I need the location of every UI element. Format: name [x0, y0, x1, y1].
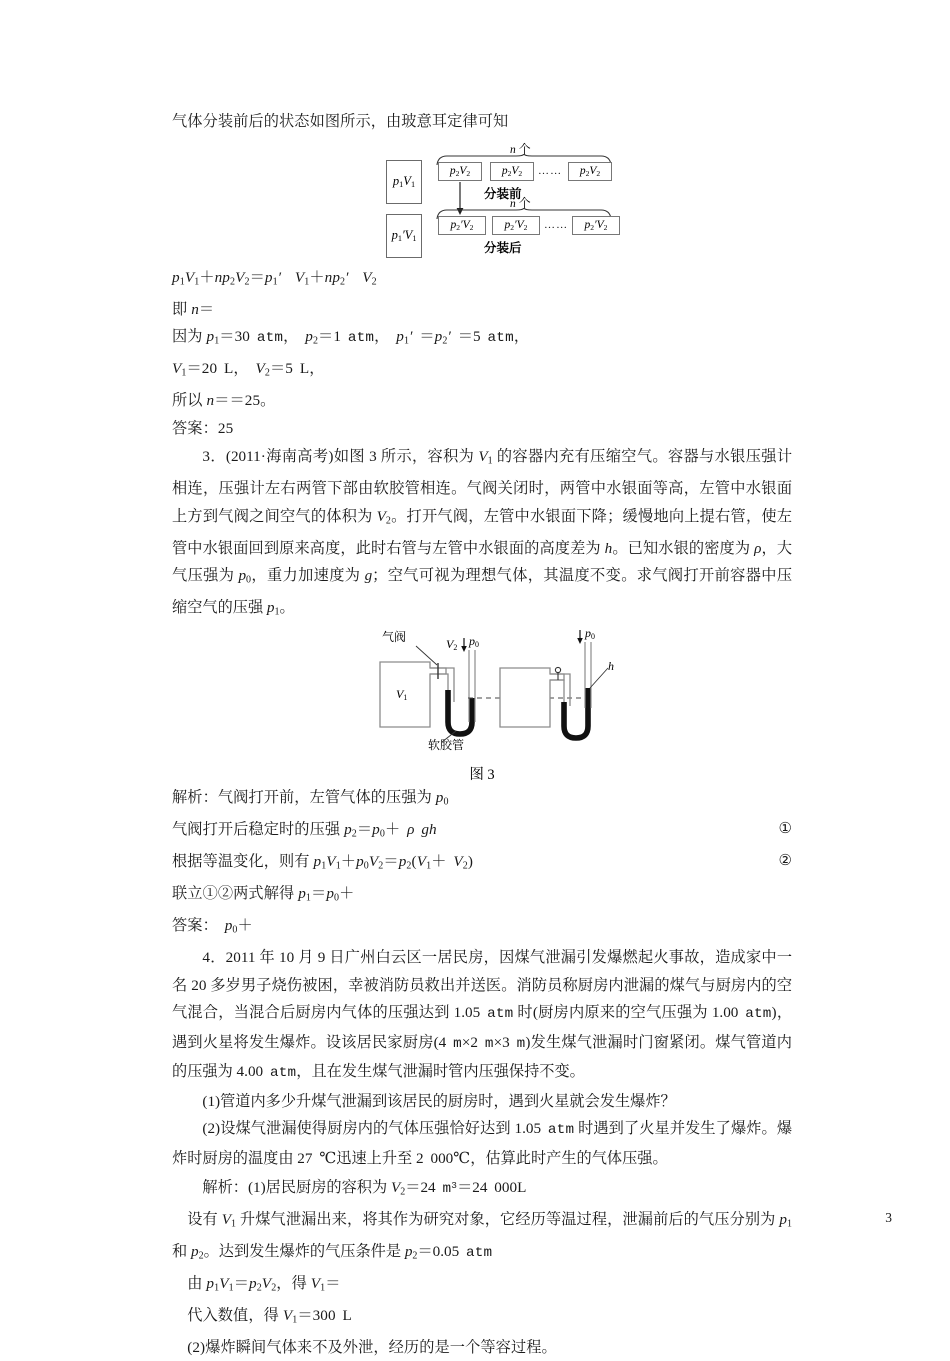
intro-text: 气体分装前后的状态如图所示，由玻意耳定律可知: [172, 113, 509, 130]
after-cell-1: [438, 216, 486, 235]
h-label: h: [608, 659, 614, 673]
p0-right-label: $p_0$: [585, 626, 595, 641]
before-cell-2: [490, 162, 534, 181]
after-left-box: [386, 214, 422, 258]
intro-line: [172, 108, 792, 136]
solution2-given-2: $V_1=20$ L， $V_2=5$ L，: [172, 360, 325, 379]
question-3-number: 3．: [202, 448, 226, 465]
solution4-line-3: 由 $p_1V_1=p_2V_2$，得 $V_1=$: [187, 1274, 341, 1294]
after-cell-1-label: $p_2'V_2$: [450, 218, 474, 232]
p0-left-label: $p_0$: [469, 634, 479, 649]
figure-3-caption: 图 3: [469, 767, 495, 783]
question-4-number: 4．: [202, 949, 226, 966]
solution2-result: 所以 n＝＝25。: [172, 392, 276, 409]
page-content: [172, 108, 792, 1361]
after-ellipsis: ……: [544, 218, 569, 231]
solution3-line-2: ① 气阀打开后稳定时的压强 $p_2=p_0+ \rho$ gh: [172, 816, 792, 848]
before-cell-1: [438, 162, 482, 181]
solution2-equation-1: $p_1V_1+np_2V_2=p_1'$ $V_1+np_2'$ $V_2$: [172, 268, 377, 287]
after-count-label: n 个: [510, 195, 531, 210]
question-4: 4．2011 年 10 月 9 日广州白云区一居民房，因煤气泄漏引发爆燃起火事故，造成家中一名 20 多岁男子烧伤被困，幸被消防员救出并送医。消防员称厨房内泄漏的煤气与厨房内的空气混合，当混合后厨房内气体的压强达到 1.05 atm 时(厨房内原来的空气压强为 1.00 atm)，遇到火星将发生爆炸。设该居民家厨房(4 m×2 m×3 m)发生煤气泄漏时门窗紧闭。煤气管道内的压强为 4.00 atm，且在发生煤气泄漏时管内压强保持不变。: [172, 949, 793, 1081]
solution3-line-3: ② 根据等温变化，则有 $p_1V_1+p_0V_2=p_2(V_1+ V_2)$: [172, 848, 792, 880]
soft-tube-label: 软胶管: [428, 738, 465, 752]
before-ellipsis: ……: [538, 164, 563, 177]
solution4-label: 解析：: [202, 1178, 248, 1196]
mercury-manometer-apparatus: [172, 626, 792, 762]
solution3-line-4: 联立①②两式解得 $p_1=p_0+$: [172, 885, 355, 904]
solution2-answer-label: 答案：: [172, 419, 218, 437]
solution3-label: 解析：: [172, 789, 218, 806]
after-cell-2-label: $p_2'V_2$: [504, 218, 528, 232]
before-stage-label: 分装前: [484, 186, 522, 201]
solution3-line-1: 解析：气阀打开前，左管气体的压强为 $p_0$: [172, 789, 449, 808]
page-number: 3: [885, 1210, 892, 1225]
after-left-box-label: $p_1'V_1$: [391, 227, 417, 244]
solution2-answer: [172, 415, 792, 443]
question-3: 3．(2011·海南高考)如图 3 所示，容积为 $V_1$ 的容器内充有压缩空气。容器与水银压强计相连，压强计左右两管下部由软胶管相连。气阀关闭时，两管中水银面等高，左管中水银面上方到气阀之间空气的体积为 $V_2$。打开气阀，左管中水银面下降；缓慢地向上提右管，使左管中水银面回到原来高度，此时右管与左管中水银面的高度差为 h。已知水银的密度为 ρ，大气压强为 $p_0$，重力加速度为 g；空气可视为理想气体，其温度不变。求气阀打开前容器中压缩空气的压强 $p_1$。: [172, 448, 793, 618]
before-left-box: [386, 160, 422, 204]
solution4-line-4: 代入数值，得 $V_1=300$ L: [187, 1306, 352, 1326]
solution2-equation-2: 即 n＝: [172, 300, 215, 318]
equation-number-1: ①: [778, 821, 792, 837]
after-cell-3: [572, 216, 620, 235]
before-cell-2-label: $p_2V_2$: [501, 164, 523, 178]
solution3-answer-label: 答案：: [172, 917, 218, 934]
solution2-answer-value: 25: [217, 419, 234, 437]
solution3-answer: 答案： $p_0+$: [172, 917, 253, 936]
question-4-sub-1: (1)管道内多少升煤气泄漏到该居民的厨房时，遇到火星就会发生爆炸？: [202, 1092, 676, 1110]
after-cell-3-label: $p_2'V_2$: [584, 218, 608, 232]
question-3-source: (2011·海南高考): [225, 448, 334, 465]
equation-number-2: ②: [778, 853, 792, 869]
before-cell-3: [568, 162, 612, 181]
before-cell-3-label: $p_2V_2$: [579, 164, 601, 178]
solution4-line-1: 解析：(1)居民厨房的容积为 $V_2=24$ $m^3=24$ 000L: [202, 1178, 527, 1198]
before-left-box-label: $p_1V_1$: [392, 173, 416, 190]
diagram2-canvas: [368, 626, 630, 762]
v2-label: $V_2$: [446, 637, 458, 652]
valve-label: 气阀: [382, 630, 407, 644]
gas-repackaging-state-diagram: [172, 142, 792, 260]
before-count-label: n 个: [510, 141, 531, 156]
v1-label: $V_1$: [396, 687, 408, 702]
solution4-line-2: 设有 $V_1$ 升煤气泄漏出来，将其作为研究对象，它经历等温过程，泄漏前后的气压分别为 $p_1$和 $p_2$。达到发生爆炸的气压条件是 $p_2=0.05$ atm: [172, 1210, 793, 1262]
after-cell-2: [492, 216, 540, 235]
before-cell-1-label: $p_2V_2$: [449, 164, 471, 178]
question-4-sub-2: (2)设煤气泄漏使得厨房内的气体压强恰好达到 1.05 atm 时遇到了火星并发生了爆炸。爆炸时厨房的温度由 27 ℃迅速上升至 2 000℃，估算此时产生的气体压强。: [172, 1120, 793, 1167]
after-stage-label: 分装后: [484, 240, 522, 255]
solution2-given-1: 因为 $p_1=30$ atm， $p_2=1$ atm， $p_1' =p_2' =5$ atm，: [172, 328, 530, 347]
apparatus-svg: [368, 630, 630, 754]
solution4-line-5: (2)爆炸瞬间气体来不及外泄，经历的是一个等容过程。: [187, 1338, 557, 1356]
diagram1-canvas: [386, 142, 616, 260]
